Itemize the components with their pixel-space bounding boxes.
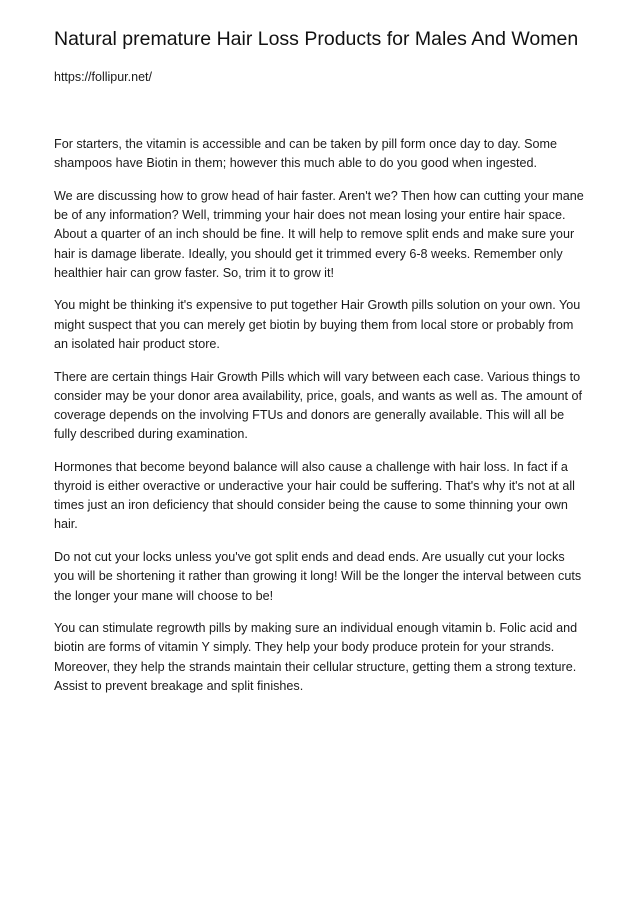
paragraph: Hormones that become beyond balance will also cause a challenge with hair loss. In fact if a thyroid is either overactive or underactive your hair could be suffering. That's why it's not at all times just an iron deficiency that should consider being the cause to some thinning your own hair. <box>54 459 575 532</box>
paragraph: You might be thinking it's expensive to put together Hair Growth pills solution on your own. You might suspect that you can merely get biotin by buying them from local store or probably from an isolated hair product store. <box>54 298 581 351</box>
paragraph: For starters, the vitamin is accessible and can be taken by pill form once day to day. Some shampoos have Biotin in them; however this much able to do you good when ingested. <box>54 137 558 171</box>
document-body <box>54 135 586 696</box>
paragraph: You can stimulate regrowth pills by making sure an individual enough vitamin b. Folic acid and biotin are forms of vitamin Y simply. They help your body produce protein for your strands. Moreover, they help the strands maintain their cellular structure, getting them a strong texture. Assist to prevent breakage and split finishes. <box>54 621 578 693</box>
document-title: Natural premature Hair Loss Products for Males And Women <box>54 28 579 50</box>
paragraph: Do not cut your locks unless you've got split ends and dead ends. Are usually cut your locks you will be shortening it rather than growing it long! Will be the longer the interval between cuts the longer your mane will choose to be! <box>54 550 582 603</box>
source-url: https://follipur.net/ <box>54 70 152 84</box>
paragraph: We are discussing how to grow head of hair faster. Aren't we? Then how can cutting your mane be of any information? Well, trimming your hair does not mean losing your entire hair space. About a quarter of an inch should be fine. It will help to remove split ends and make sure your hair is damage liberate. Ideally, you should get it trimmed every 6-8 weeks. Remember only healthier hair can grow faster. So, trim it to grow it! <box>54 188 584 280</box>
paragraph: There are certain things Hair Growth Pills which will vary between each case. Various things to consider may be your donor area availability, price, goals, and wants as well as. The amount of coverage depends on the involving FTUs and donors are generally available. This will all be fully described during examination. <box>54 369 583 442</box>
